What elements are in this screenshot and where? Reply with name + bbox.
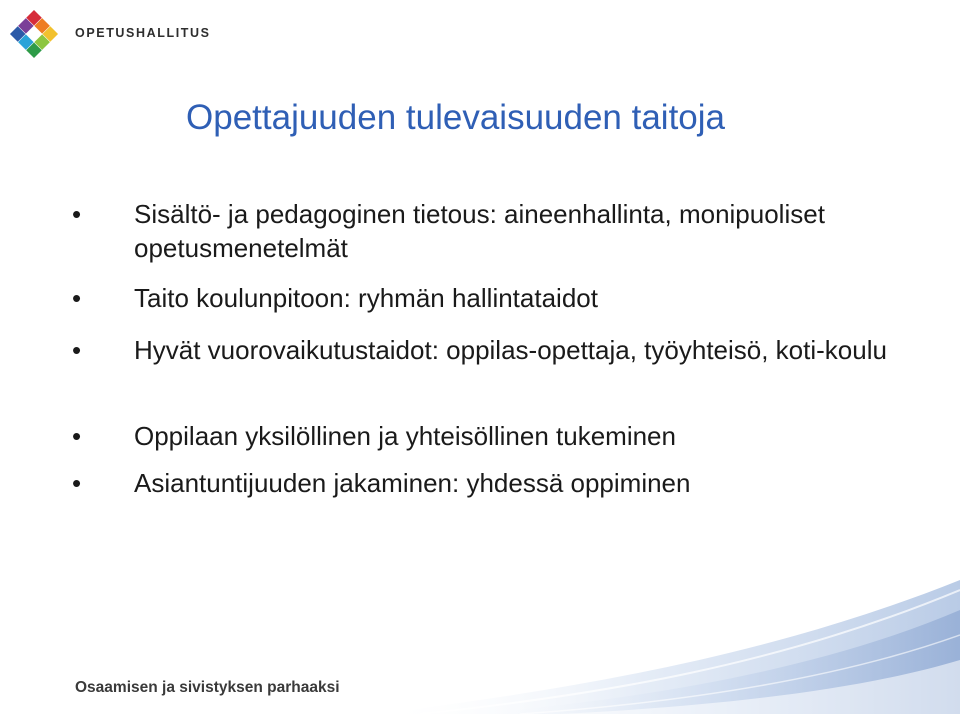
bullet-text: Taito koulunpitoon: ryhmän hallintataidot [134, 283, 598, 313]
slide-title: Opettajuuden tulevaisuuden taitoja [186, 98, 726, 137]
bullet-dot-icon: • [72, 335, 82, 365]
bullet-dot-icon: • [72, 283, 82, 313]
bullet-text: Sisältö- ja pedagoginen tietous: aineenhallinta, monipuoliset opetusmenetelmät [134, 199, 825, 263]
bullet-dot-icon: • [72, 468, 82, 498]
bullet-dot-icon: • [72, 199, 82, 229]
bullet-text: Oppilaan yksilöllinen ja yhteisöllinen tukeminen [134, 421, 676, 451]
bullet-text: Asiantuntijuuden jakaminen: yhdessä oppiminen [134, 468, 691, 498]
footer-slogan: Osaamisen ja sivistyksen parhaaksi [75, 679, 340, 696]
org-name: OPETUSHALLITUS [75, 26, 211, 40]
bullet-dot-icon: • [72, 421, 82, 451]
bullet-text: Hyvät vuorovaikutustaidot: oppilas-opettaja, työyhteisö, koti-koulu [134, 335, 887, 365]
